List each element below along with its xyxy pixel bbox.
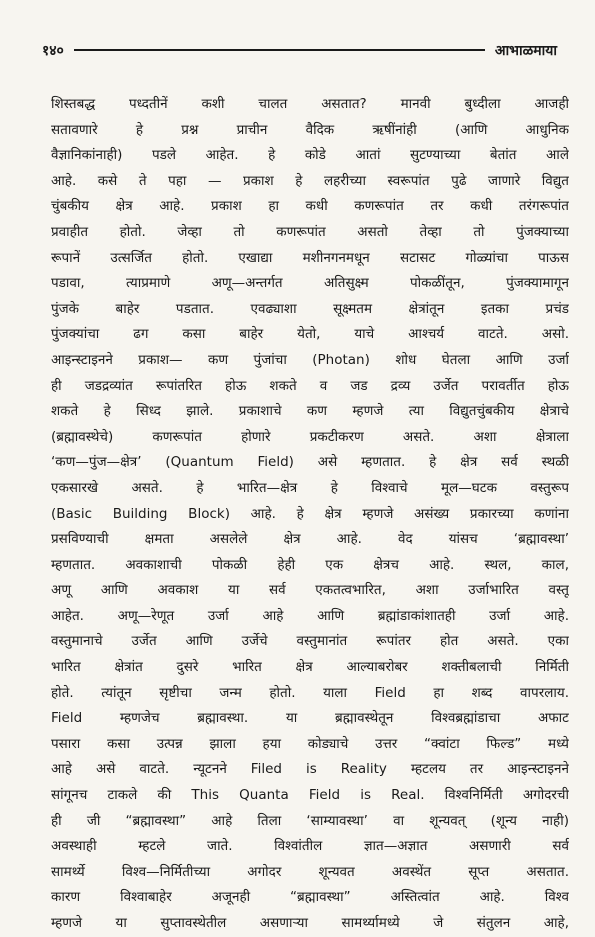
text-line: पडावा, त्याप्रमाणे अणू—अन्तर्गत अतिसुक्ष्म पोकळींतून, पुंजक्यामागून [51, 275, 569, 292]
running-title: आभाळमाया [494, 42, 557, 59]
text-line: पसारा कसा उत्पन्न झाला हया कोड्याचे उत्तर “क्वांटा फिल्ड” मध्ये [51, 735, 569, 752]
text-line: चुंबकीय क्षेत्र आहे. प्रकाश हा कधी कणरूपांत तर कधी तरंगरूपांत [51, 198, 569, 215]
text-line: ही जी “ब्रह्मावस्था” आहे तिला ‘साम्यावस्था’ वा शून्यवत् (शून्य नाही) [51, 812, 569, 829]
text-line: Field म्हणजेच ब्रह्मावस्था. या ब्रह्मावस्थेतून विश्वब्रह्मांडाचा अफाट [51, 710, 569, 727]
page-header [42, 40, 557, 60]
text-line: एकसारखे असते. हे भारित—क्षेत्र हे विश्वाचे मूल—घटक वस्तुरूप [51, 479, 569, 496]
text-line: प्रवाहीत होतो. जेव्हा तो कणरूपांत असतो तेव्हा तो पुंजक्याच्या [51, 223, 569, 240]
text-line: प्रसविण्याची क्षमता असलेले क्षेत्र आहे. वेद यांसच ‘ब्रह्मावस्था’ [51, 531, 569, 548]
text-line: होते. त्यांतून सृष्टीचा जन्म होतो. याला Field हा शब्द वापरलाय. [51, 684, 569, 701]
text-line: अणू आणि अवकाश या सर्व एकतत्वभारित, अशा उर्जाभारित वस्तू [51, 582, 569, 599]
text-line: पुंजक्यांचा ढग कसा बाहेर येतो, याचे आश्चर्य वाटते. असो. [51, 326, 569, 343]
text-line: अवस्थाही म्हटले जाते. विश्वांतील ज्ञात—अज्ञात असणारी सर्व [51, 838, 569, 855]
text-line: आइन्स्टाइनने प्रकाश— कण पुंजांचा (Photan) शोध घेतला आणि उर्जा [51, 351, 569, 368]
text-line: रूपानें उत्सर्जित होतो. एखाद्या मशीनगनमधून सटासट गोळ्यांचा पाऊस [51, 249, 569, 266]
text-line: शकते हे सिध्द झाले. प्रकाशाचे कण म्हणजे त्या विद्युतचुंबकीय क्षेत्राचे [51, 403, 569, 420]
text-line: वस्तुमानाचे उर्जेत आणि उर्जेचे वस्तुमानांत रूपांतर होत असते. एका [51, 633, 569, 650]
text-line: आहेत. अणू—रेणूत उर्जा आहे आणि ब्रह्मांडाकांशातही उर्जा आहे. [51, 607, 569, 624]
page-number: १४० [42, 42, 64, 59]
text-line: सतावणारे हे प्रश्न प्राचीन वैदिक ऋषींनांही (आणि आधुनिक [51, 121, 569, 138]
text-line: सामर्थ्ये विश्व—निर्मितीच्या अगोदर शून्यवत अवस्थेंत सूप्त असतात. [51, 863, 569, 880]
text-line: आहे असे वाटते. न्यूटनने Filed is Reality म्हटलय तर आइन्स्टाइनने [51, 761, 569, 778]
text-line: आहे. कसे ते पहा — प्रकाश हे लहरीच्या स्वरूपांत पुढे जाणारे विद्युत [51, 172, 569, 189]
text-line: म्हणतात. अवकाशाची पोकळी हेही एक क्षेत्रच आहे. स्थल, काल, [51, 556, 569, 573]
text-line: पुंजके बाहेर पडतात. एवढ्याशा सूक्ष्मतम क्षेत्रांतून इतका प्रचंड [51, 300, 569, 317]
text-line: वैज्ञानिकांनाही) पडले आहेत. हे कोडे आतां सुटण्याच्या बेतांत आले [51, 147, 569, 164]
text-line: म्हणजे या सुप्तावस्थेतील असणाऱ्या सामर्थ्यामध्ये जे संतुलन आहे, [51, 915, 569, 931]
text-line: ही जडद्रव्यांत रूपांतरित होऊ शकते व जड द्रव्य उर्जेत परावर्तीत होऊ [51, 377, 569, 394]
header-rule [74, 49, 485, 51]
text-line: भारित क्षेत्रांत दुसरे भारित क्षेत्र आल्याबरोबर शक्तीबलाची निर्मिती [51, 659, 569, 676]
text-line: सांगूनच टाकले की This Quanta Field is Real. विश्वनिर्मिती अगोदरची [51, 787, 569, 804]
text-line: (ब्रह्मावस्थेचे) कणरूपांत होणारे प्रकटीकरण असते. अशा क्षेत्राला [51, 428, 569, 445]
text-line: (Basic Building Block) आहे. हे क्षेत्र म्हणजे असंख्य प्रकारच्या कणांना [51, 505, 569, 522]
text-line: कारण विश्वाबाहेर अजूनही “ब्रह्मावस्था” अस्तित्वांत आहे. विश्व [51, 889, 569, 906]
text-line: ‘कण—पुंज—क्षेत्र’ (Quantum Field) असे म्हणतात. हे क्षेत्र सर्व स्थळी [51, 454, 569, 471]
body-text [51, 92, 569, 937]
text-line: शिस्तबद्ध पध्दतीनें कशी चालत असतात? मानवी बुध्दीला आजही [51, 96, 569, 112]
